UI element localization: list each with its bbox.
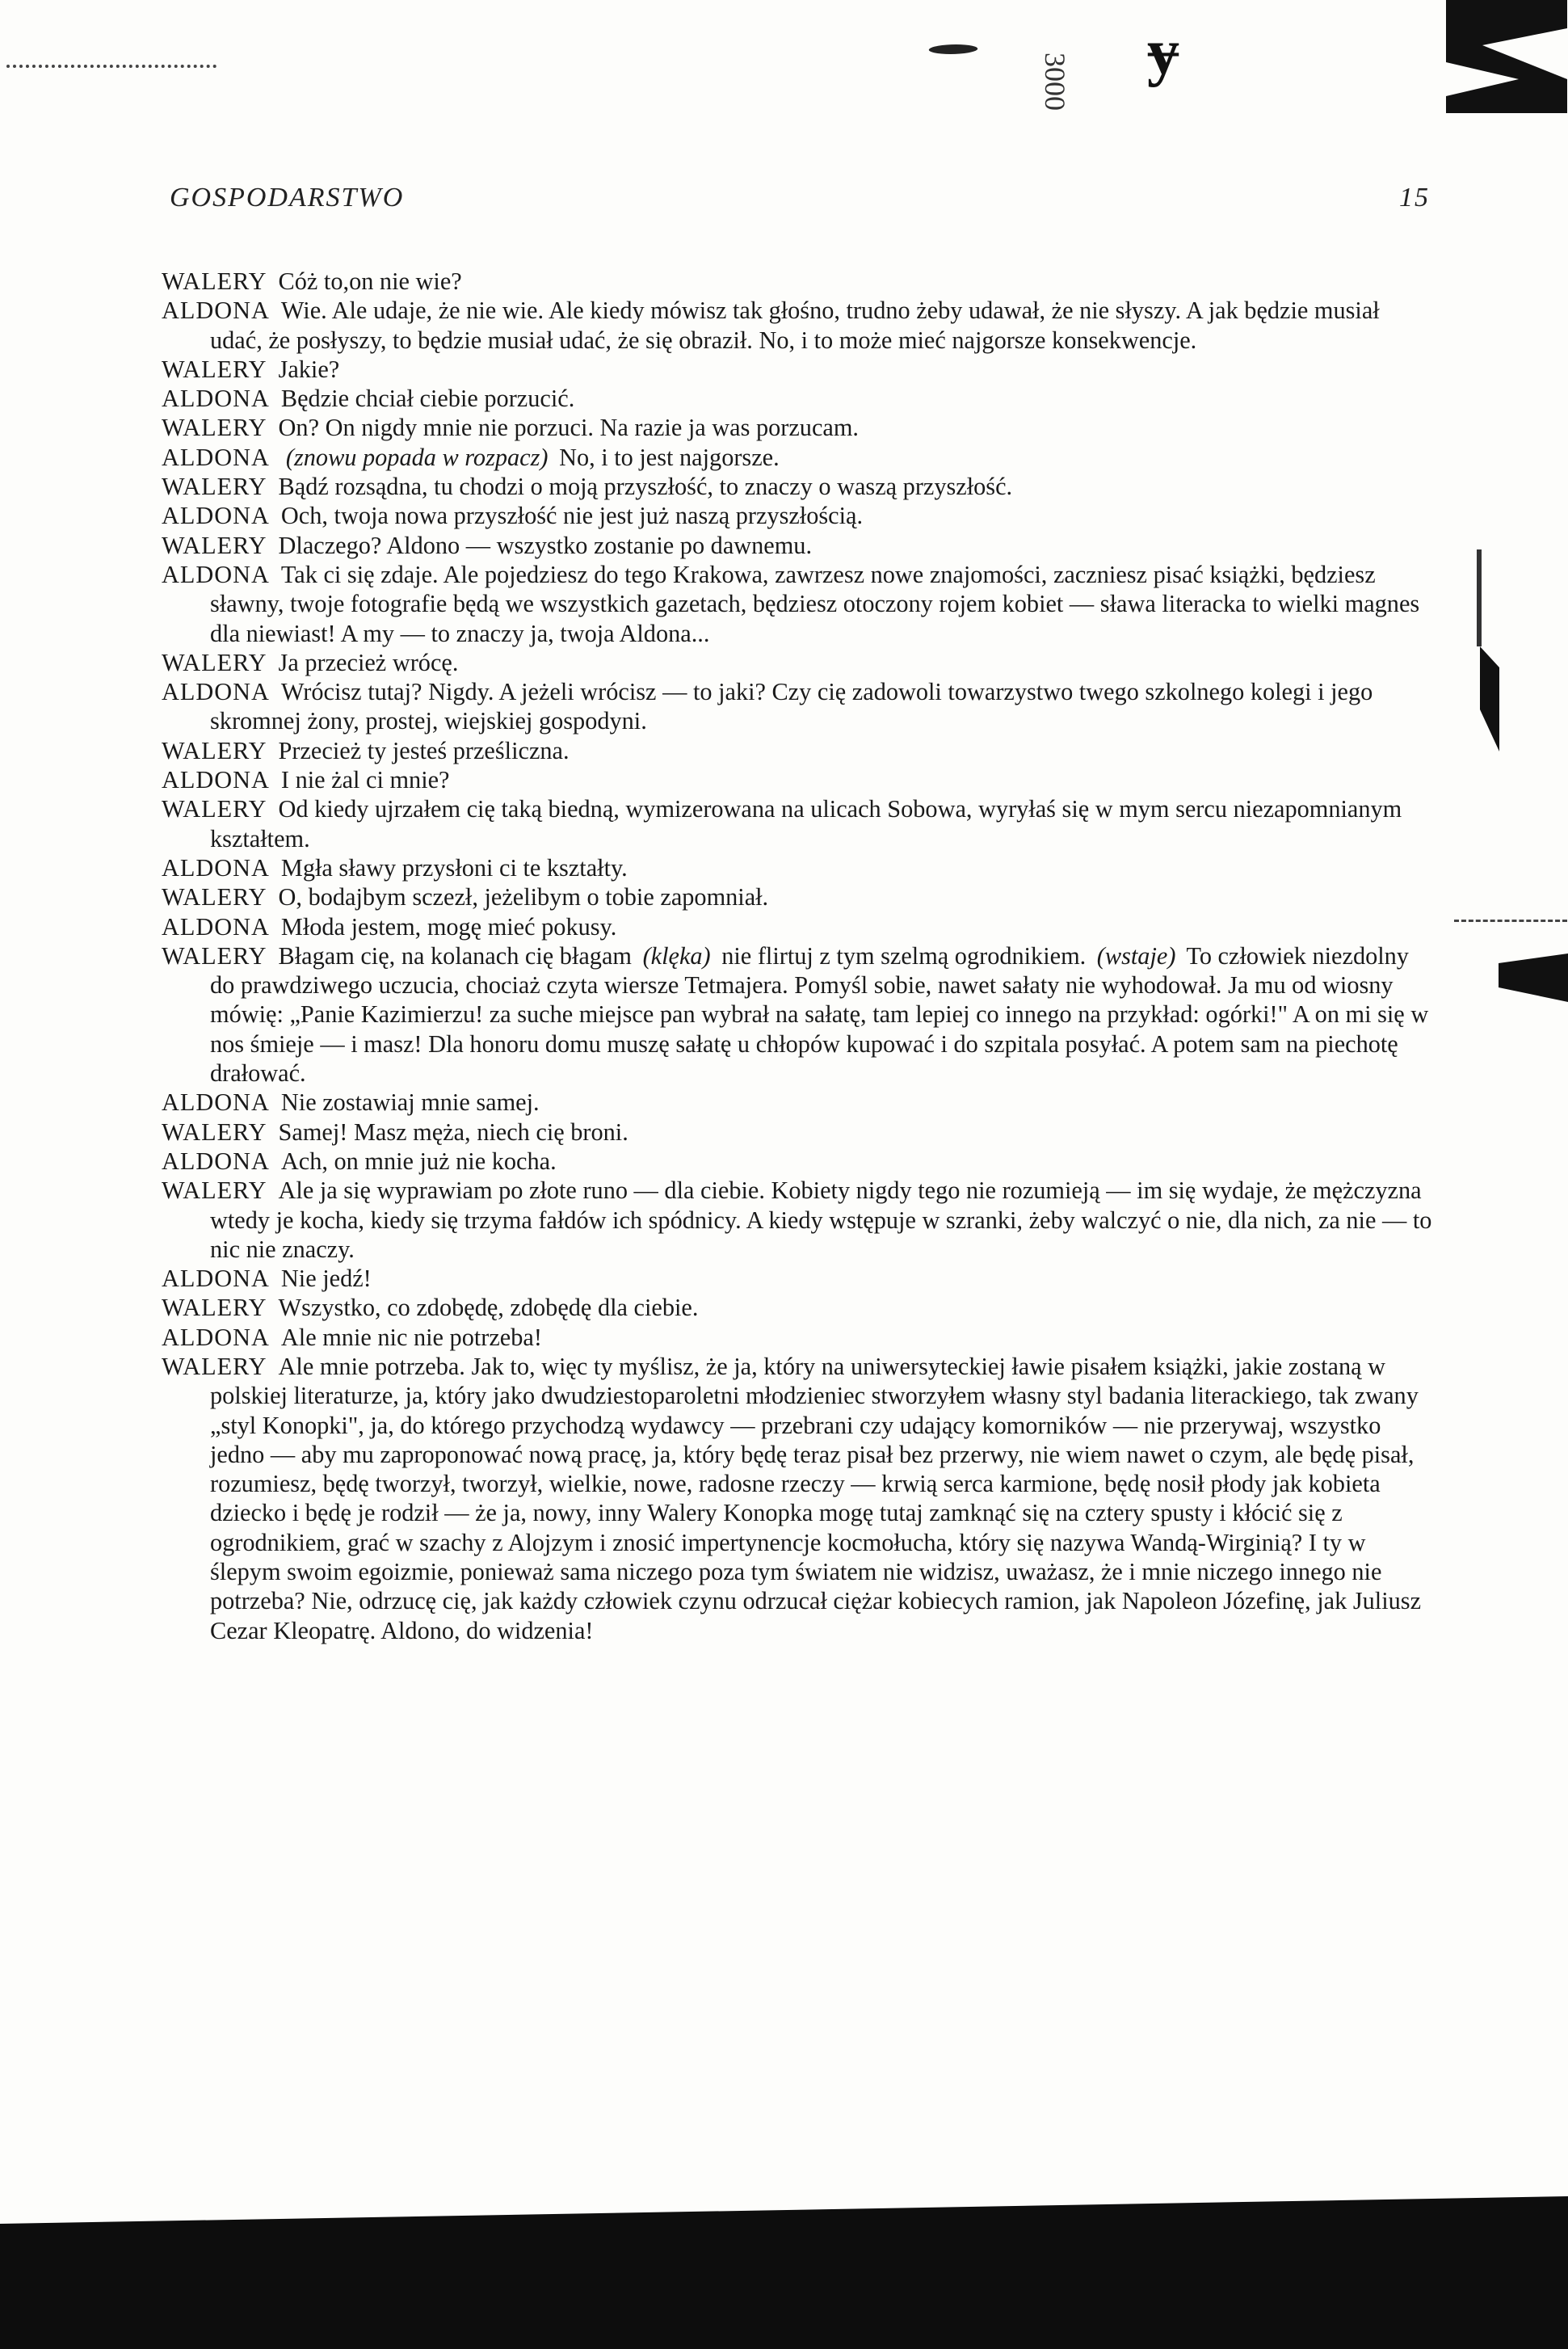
line-text: Młoda jestem, mogę mieć pokusy. [280,912,617,941]
page-number: 15 [1399,183,1430,213]
speaker-name: ALDONA [162,912,270,941]
dialogue-entry [162,912,1434,941]
speaker-name: ALDONA [162,1265,270,1293]
line-text: Mgła sławy przysłoni ci te kształty. [280,853,628,882]
scan-mark-top-right: ɏ [1147,17,1179,88]
line-text: Cóż to,on nie wie? [278,267,462,295]
speaker-name: ALDONA [162,1147,270,1175]
speaker-name: WALERY [162,941,267,970]
line-text: Dlaczego? Aldono — wszystko zostanie po dawnemu. [278,531,813,559]
speaker-name: WALERY [162,736,267,764]
speaker-name: WALERY [162,883,267,911]
dialogue-entry [162,531,1434,560]
line-text: Jakie? [278,355,340,383]
line-text: Ale mnie nic nie potrzeba! [280,1323,542,1351]
dialogue-entry [162,765,1434,794]
dialogue-entry [162,560,1434,648]
dialogue-entry [162,853,1434,882]
speaker-name: ALDONA [162,297,270,325]
line-text: Przecież ty jesteś prześliczna. [278,736,570,764]
stage-direction: (wstaje) [1096,941,1176,970]
line-text: Ale ja się wyprawiam po złote runo — dla ciebie. Kobiety nigdy tego nie rozumieją — im się wydaje, że mężczyzna wtedy je kocha, kiedy się trzyma fałdów ich spódnicy. A kiedy wstępuje w szranki, żeby walczyć o nie, dla nich, za nie — to nic nie znaczy. [210,1177,1432,1263]
dialogue-entry [162,1264,1434,1293]
speaker-name: ALDONA [162,502,270,530]
dialogue-entry [162,794,1434,853]
dialogue-text [162,267,1434,1645]
dialogue-entry [162,941,1434,1088]
dialogue-entry [162,1176,1434,1264]
speaker-name: WALERY [162,1177,267,1205]
section-title: GOSPODARSTWO [170,183,405,213]
dialogue-entry [162,355,1434,384]
speaker-name: ALDONA [162,1088,270,1117]
margin-artifact-line [1477,549,1482,646]
dialogue-entry [162,736,1434,765]
dialogue-entry [162,648,1434,677]
dialogue-entry [162,1088,1434,1117]
speaker-name: WALERY [162,267,267,295]
speaker-name: WALERY [162,1352,267,1380]
line-text: Samej! Masz męża, niech cię broni. [278,1118,628,1146]
dialogue-entry [162,413,1434,442]
dialogue-entry [162,1293,1434,1322]
speaker-name: WALERY [162,648,267,676]
speaker-name: ALDONA [162,385,270,413]
line-text: Ale mnie potrzeba. Jak to, więc ty myślisz, że ja, który na uniwersyteckiej ławie pisałem książki, jakie zostaną w polskiej literaturze, ja, który jako dwudziestoparoletni młodzieniec stworzyłem własny styl badania literackiego, tak zwany „styl Konopki", ja, do którego przychodzą wydawcy — przebrani czy udający komorników — nie przerywaj, wszystko jedno — aby mu zaproponować nową pracę, ja, który będę teraz pisał bez przerwy, nie wiem nawet o czym, ale będę pisał, rozumiesz, będę tworzył, tworzył, wielkie, nowe, radosne rzeczy — krwią serca karmione, będę nosił płody jak kobieta dziecko i będę je rodził — że ja, nowy, inny Walery Konopka mogę tutaj zamknąć się na cztery spusty i kłócić się z ogrodnikiem, grać w szachy z Alojzym i znosić impertynencje kocmołucha, który się nazywa Wandą-Wirginią? I ty w ślepym swoim egoizmie, ponieważ sama niczego poza tym światem nie widzisz, uważasz, że i mnie niczego innego nie potrzeba? Nie, odrzucę cię, jak każdy człowiek czynu odrzucał ciężar kobiecych ramion, jak Napoleon Józefinę, jak Juliusz Cezar Kleopatrę. Aldono, do widzenia! [210,1352,1422,1644]
running-header [170,183,1430,213]
speaker-name: WALERY [162,414,267,442]
line-text: Błagam cię, na kolanach cię błagam [278,941,632,970]
line-text: Wie. Ale udaje, że nie wie. Ale kiedy mówisz tak głośno, trudno żeby udawał, że nie słyszy. A jak będzie musiał udać, że posłyszy, to będzie musiał udać, że się obraził. No, i to może mieć najgorsze konsekwencje. [210,297,1380,354]
speaker-name: WALERY [162,795,267,823]
line-text: I nie żal ci mnie? [280,766,450,794]
line-text: Nie jedź! [280,1265,372,1293]
library-stamp: 3000 [1039,53,1071,111]
margin-artifact-dash [1454,920,1567,924]
speaker-name: WALERY [162,1118,267,1146]
line-text: O, bodajbym sczezł, jeżelibym o tobie zapomniał. [278,883,769,911]
dialogue-entry [162,1352,1434,1645]
dialogue-entry [162,443,1434,472]
dialogue-entry [162,267,1434,296]
speaker-name: WALERY [162,473,267,501]
margin-artifact-wedge [1480,646,1499,751]
line-text: nie flirtuj z tym szelmą ogrodnikiem. [721,941,1087,970]
dialogue-entry [162,501,1434,530]
dialogue-entry [162,472,1434,501]
scan-smudge-top-left [6,65,216,71]
scan-smudge-top [927,44,981,54]
speaker-name: ALDONA [162,443,270,471]
dialogue-entry [162,677,1434,736]
stage-direction: (klęka) [642,941,711,970]
stage-direction: (znowu popada w rozpacz) [285,443,549,471]
speaker-name: ALDONA [162,560,270,588]
dialogue-entry [162,882,1434,911]
line-text: No, i to jest najgorsze. [559,443,780,471]
margin-artifact-bar [1499,953,1568,1002]
dialogue-entry [162,1147,1434,1176]
scan-mark-corner [1446,0,1567,113]
speaker-name: ALDONA [162,853,270,882]
speaker-name: WALERY [162,1294,267,1322]
line-text: Och, twoja nowa przyszłość nie jest już naszą przyszłością. [280,502,864,530]
dialogue-entry [162,1118,1434,1147]
speaker-name: ALDONA [162,766,270,794]
line-text: Nie zostawiaj mnie samej. [280,1088,540,1117]
line-text: On? On nigdy mnie nie porzuci. Na razie ja was porzucam. [278,414,859,442]
dialogue-entry [162,1323,1434,1352]
line-text: Ja przecież wrócę. [278,648,459,676]
line-text: Od kiedy ujrzałem cię taką biedną, wymizerowana na ulicach Sobowa, wyryłaś się w mym sercu niezapomnianym kształtem. [210,795,1402,852]
speaker-name: WALERY [162,531,267,559]
line-text: Wrócisz tutaj? Nigdy. A jeżeli wrócisz — to jaki? Czy cię zadowoli towarzystwo twego szkolnego kolegi i jego skromnej żony, prostej, wiejskiej gospodyni. [210,678,1373,735]
dialogue-entry [162,296,1434,355]
line-text: Ach, on mnie już nie kocha. [280,1147,557,1175]
line-text: Bądź rozsądna, tu chodzi o moją przyszłość, to znaczy o waszą przyszłość. [278,473,1013,501]
line-text: To człowiek niezdolny do prawdziwego uczucia, chociaż czyta wiersze Tetmajera. Pomyśl sobie, nawet sałaty nie wyhodował. Ja mu od wiosny mówię: „Panie Kazimierzu! za suche miejsce pan wybrał na sałatę, tam lepiej co innego na przykład: ogórki!" A on mi się w nos śmieje — i masz! Dla honoru domu muszę sałatę u chłopów kupować i do szpitala posyłać. A potem sam na piechotę drałować. [210,941,1429,1088]
scan-bottom-shadow [0,2196,1568,2349]
line-text: Tak ci się zdaje. Ale pojedziesz do tego Krakowa, zawrzesz nowe znajomości, zaczniesz pisać książki, będziesz sławny, twoje fotografie będą we wszystkich gazetach, będziesz otoczony rojem kobiet — sława literacka to wielki magnes dla niewiast! A my — to znaczy ja, twoja Aldona... [210,560,1420,647]
speaker-name: WALERY [162,355,267,383]
dialogue-entry [162,384,1434,413]
speaker-name: ALDONA [162,1323,270,1351]
line-text: Będzie chciał ciebie porzucić. [280,385,575,413]
line-text: Wszystko, co zdobędę, zdobędę dla ciebie. [278,1294,699,1322]
speaker-name: ALDONA [162,678,270,706]
